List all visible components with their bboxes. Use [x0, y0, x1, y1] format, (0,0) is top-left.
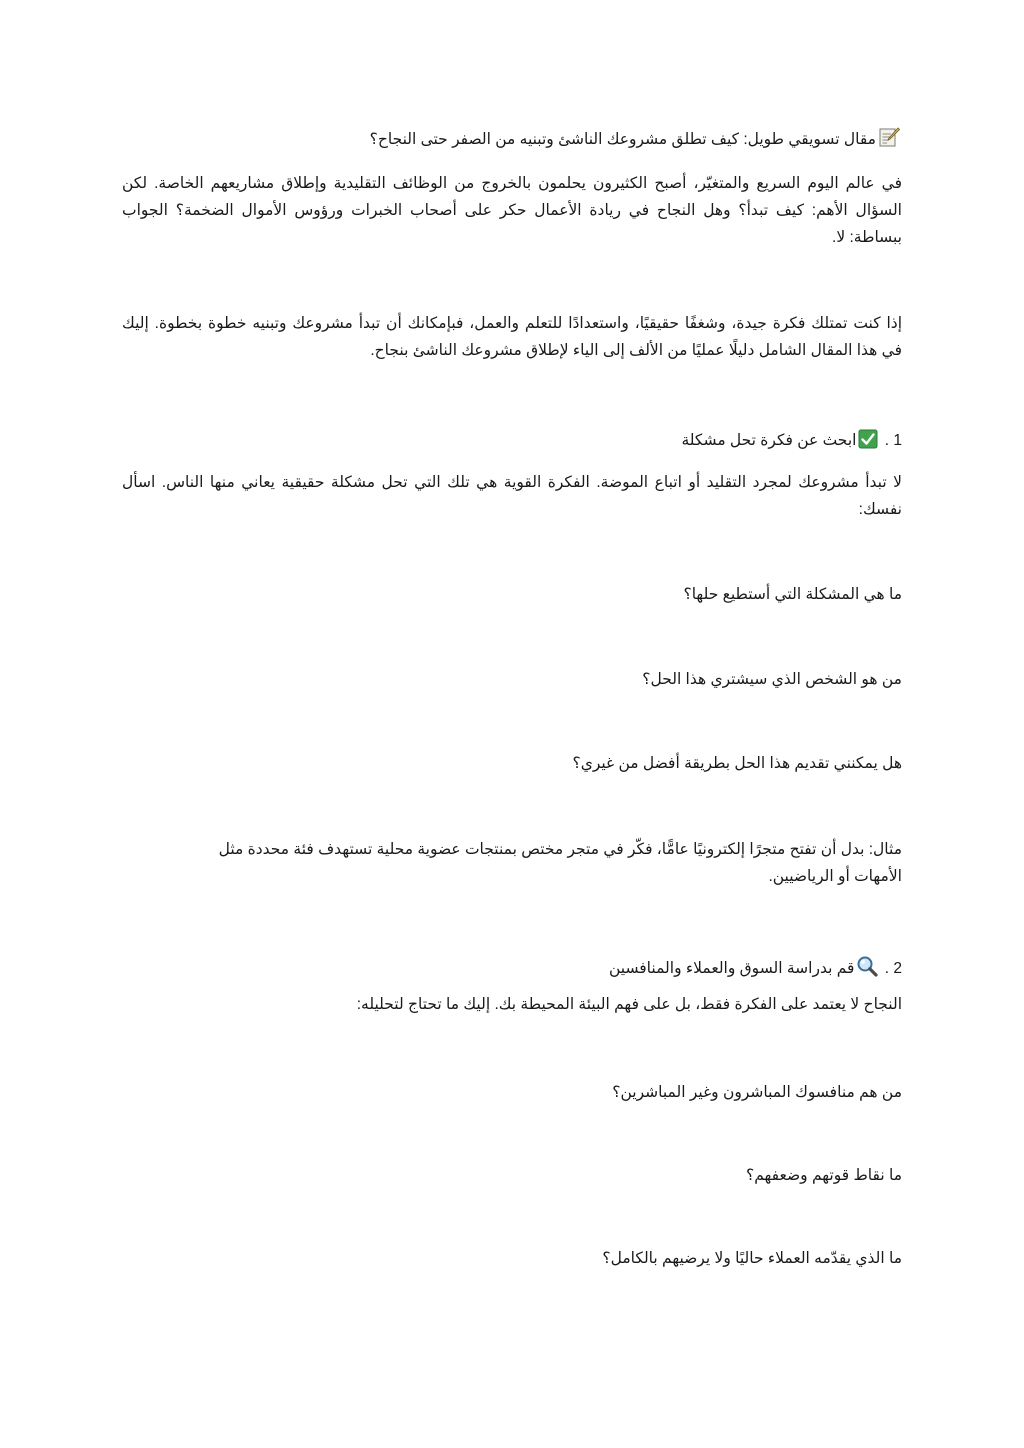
section-heading-1: [681, 429, 902, 455]
intro2-line: في هذا المقال الشامل دليلًا عمليًا من الألف إلى الياء لإطلاق مشروعك الناشئ بنجاح.: [370, 342, 902, 359]
question-item: هل يمكنني تقديم هذا الحل بطريقة أفضل من غيري؟: [572, 755, 902, 772]
section-heading-2: [609, 955, 902, 983]
intro-line: في عالم اليوم السريع والمتغيّر، أصبح الكثيرون يحلمون بالخروج من الوظائف التقليدية وإطلاق مشاريعهم الخاصة. لكن: [122, 175, 902, 192]
section1-body-line: نفسك:: [858, 501, 902, 518]
question-item: ما نقاط قوتهم وضعفهم؟: [746, 1167, 902, 1184]
intro2-line: إذا كنت تمتلك فكرة جيدة، وشغفًا حقيقيًا، واستعدادًا للتعلم والعمل، فبإمكانك أن تبدأ مشروعك وتبنيه خطوة بخطوة. إليك: [122, 315, 902, 332]
section1-body: [122, 469, 902, 523]
intro-line: ببساطة: لا.: [832, 229, 902, 246]
section-number: 1 .: [884, 432, 902, 449]
section-number: 2 .: [884, 960, 902, 977]
example-line: الأمهات أو الرياضيين.: [768, 868, 902, 885]
check-mark-icon: [858, 429, 878, 455]
section2-body: النجاح لا يعتمد على الفكرة فقط، بل على فهم البيئة المحيطة بك. إليك ما تحتاج لتحليله:: [356, 996, 902, 1013]
intro2-paragraph: [122, 310, 902, 364]
memo-icon: [878, 126, 900, 154]
article-title-text: مقال تسويقي طويل: كيف تطلق مشروعك الناشئ وتبنيه من الصفر حتى النجاح؟: [369, 131, 876, 148]
section1-body-line: لا تبدأ مشروعك لمجرد التقليد أو اتباع الموضة. الفكرة القوية هي تلك التي تحل مشكلة حقيقية يعاني منها الناس. اسأل: [122, 474, 902, 491]
question-item: ما هي المشكلة التي أستطيع حلها؟: [683, 586, 902, 603]
intro-paragraph: [122, 170, 902, 251]
example-paragraph: [180, 836, 902, 890]
example-line: مثال: بدل أن تفتح متجرًا إلكترونيًا عامًّا، فكّر في متجر مختص بمنتجات عضوية محلية تستهدف فئة محددة مثل: [218, 841, 902, 858]
question-item: من هو الشخص الذي سيشتري هذا الحل؟: [642, 671, 902, 688]
article-title: [370, 126, 902, 154]
section-heading-text: قم بدراسة السوق والعملاء والمنافسين: [608, 960, 855, 977]
question-item: من هم منافسوك المباشرون وغير المباشرين؟: [612, 1084, 902, 1101]
section-heading-text: ابحث عن فكرة تحل مشكلة: [681, 432, 857, 449]
magnifying-glass-icon: [856, 955, 878, 983]
intro-line: السؤال الأهم: كيف تبدأ؟ وهل النجاح في ريادة الأعمال حكر على أصحاب الخبرات ورؤوس الأموال الضخمة؟ الجواب: [122, 202, 902, 219]
question-item: ما الذي يقدّمه العملاء حاليًا ولا يرضيهم بالكامل؟: [602, 1250, 902, 1267]
